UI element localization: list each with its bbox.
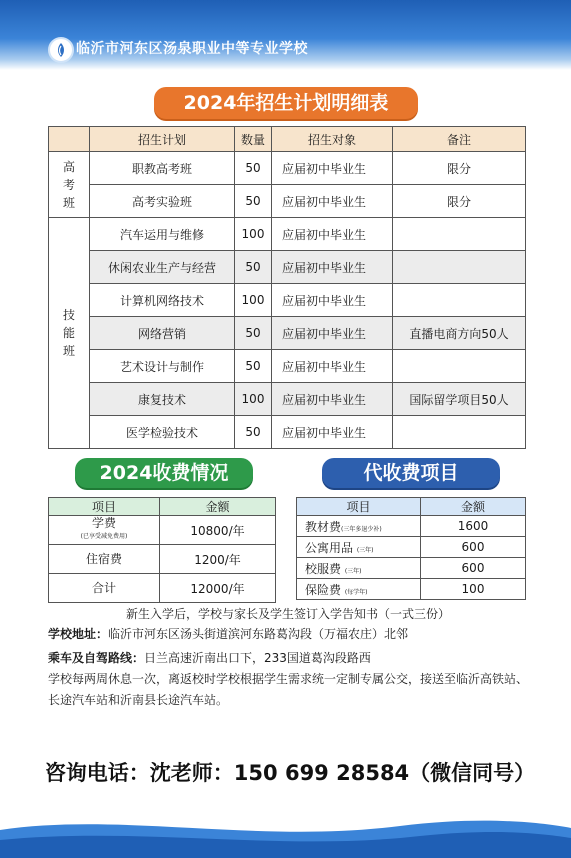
fee-item: 住宿费 [49,545,160,574]
col-header-item: 项目 [297,498,421,516]
agent-amount: 1600 [421,516,526,537]
table-row [49,416,526,449]
table-row [49,284,526,317]
col-header-amount: 金额 [421,498,526,516]
agent-item-sub: (三年) [356,546,374,554]
program-count: 50 [235,152,272,185]
program-target: 应届初中毕业生 [272,350,393,383]
program-name: 计算机网络技术 [90,284,235,317]
address-text: 临沂市河东区汤头街道滨河东路葛沟段（万福农庄）北邻 [108,627,409,641]
fees-title: 2024收费情况 [75,458,253,488]
address-label: 学校地址： [48,627,109,641]
col-header-plan: 招生计划 [90,127,235,152]
col-header-target: 招生对象 [272,127,393,152]
contact-phone: 咨询电话：沈老师：150 699 28584（微信同号） [44,761,536,785]
route-text: 日兰高速沂南出口下，233国道葛沟段路西 [144,651,371,665]
group-label-skills [49,218,90,449]
program-name: 汽车运用与维修 [90,218,235,251]
col-header-group [49,127,90,152]
program-count: 50 [235,317,272,350]
program-note [393,416,526,449]
enrollment-note: 新生入学后，学校与家长及学生签订入学告知书（一式三份） [125,607,450,621]
table-row [297,516,526,537]
agent-item [297,579,421,600]
program-target: 应届初中毕业生 [272,251,393,284]
enrollment-plan-table [48,126,526,449]
col-header-item: 项目 [49,498,160,516]
fee-item [49,516,160,545]
fee-amount: 12000/年 [160,574,276,603]
fees-table [48,497,276,603]
program-name: 休闲农业生产与经营 [90,251,235,284]
table-row [49,350,526,383]
group-name: 技 能 班 [62,308,75,358]
program-name: 医学检验技术 [90,416,235,449]
fee-amount: 10800/年 [160,516,276,545]
plan-title: 2024年招生计划明细表 [154,87,418,119]
group-name: 高 考 班 [62,159,75,210]
col-header-amount: 金额 [160,498,276,516]
agent-item-sub: (每学年) [344,588,368,596]
address-line [48,624,538,645]
program-name: 职教高考班 [90,152,235,185]
program-note: 直播电商方向50人 [393,317,526,350]
program-name: 高考实验班 [90,185,235,218]
program-note [393,251,526,284]
bus-info: 学校每两周休息一次，离返校时学校根据学生需求统一定制专属公交，接送至临沂高铁站、长途汽车站和沂南县长途汽车站。 [48,672,529,707]
agent-fees-title: 代收费项目 [322,458,500,488]
bottom-wave-decoration [0,808,571,858]
program-name: 网络营销 [90,317,235,350]
table-header-row [49,127,526,152]
program-note: 限分 [393,185,526,218]
agent-fees-table [296,497,526,600]
agent-amount: 600 [421,537,526,558]
table-row [49,317,526,350]
program-target: 应届初中毕业生 [272,152,393,185]
program-count: 100 [235,218,272,251]
agent-amount: 600 [421,558,526,579]
table-row [297,537,526,558]
agent-item-label: 校服费 [305,561,342,576]
agent-amount: 100 [421,579,526,600]
table-row [49,251,526,284]
table-row [49,218,526,251]
program-note [393,218,526,251]
agent-item-label: 保险费 [305,582,342,597]
col-header-count: 数量 [235,127,272,152]
table-row [49,185,526,218]
route-line [48,648,538,669]
agent-item [297,516,421,537]
table-row [49,545,276,574]
agent-item-label: 公寓用品 [305,540,354,555]
group-label-gaokao [49,152,90,218]
fee-item: 合计 [49,574,160,603]
program-target: 应届初中毕业生 [272,218,393,251]
school-logo-icon [48,37,74,63]
program-target: 应届初中毕业生 [272,416,393,449]
program-note [393,350,526,383]
program-count: 50 [235,416,272,449]
table-row [49,574,276,603]
table-row [49,516,276,545]
header-bar [0,0,571,70]
program-count: 100 [235,284,272,317]
fee-item-sub: (已享受减免费用) [80,533,128,540]
table-row [49,383,526,416]
program-target: 应届初中毕业生 [272,284,393,317]
route-label: 乘车及自驾路线： [48,651,145,665]
col-header-note: 备注 [393,127,526,152]
fee-amount: 1200/年 [160,545,276,574]
agent-item-sub: (三年多退少补) [341,525,382,533]
table-header-row [297,498,526,516]
program-name: 康复技术 [90,383,235,416]
table-row [297,579,526,600]
program-target: 应届初中毕业生 [272,185,393,218]
table-row [297,558,526,579]
program-note: 国际留学项目50人 [393,383,526,416]
program-target: 应届初中毕业生 [272,383,393,416]
program-count: 50 [235,185,272,218]
agent-item [297,537,421,558]
fee-item-label: 学费 [91,516,116,530]
program-count: 50 [235,350,272,383]
school-name: 临沂市河东区汤泉职业中等专业学校 [76,41,308,57]
table-header-row [49,498,276,516]
agent-item-label: 教材费 [305,519,342,534]
program-count: 50 [235,251,272,284]
agent-item-sub: (三年) [344,567,362,575]
agent-item [297,558,421,579]
table-row [49,152,526,185]
program-note [393,284,526,317]
program-count: 100 [235,383,272,416]
program-target: 应届初中毕业生 [272,317,393,350]
program-name: 艺术设计与制作 [90,350,235,383]
program-note: 限分 [393,152,526,185]
